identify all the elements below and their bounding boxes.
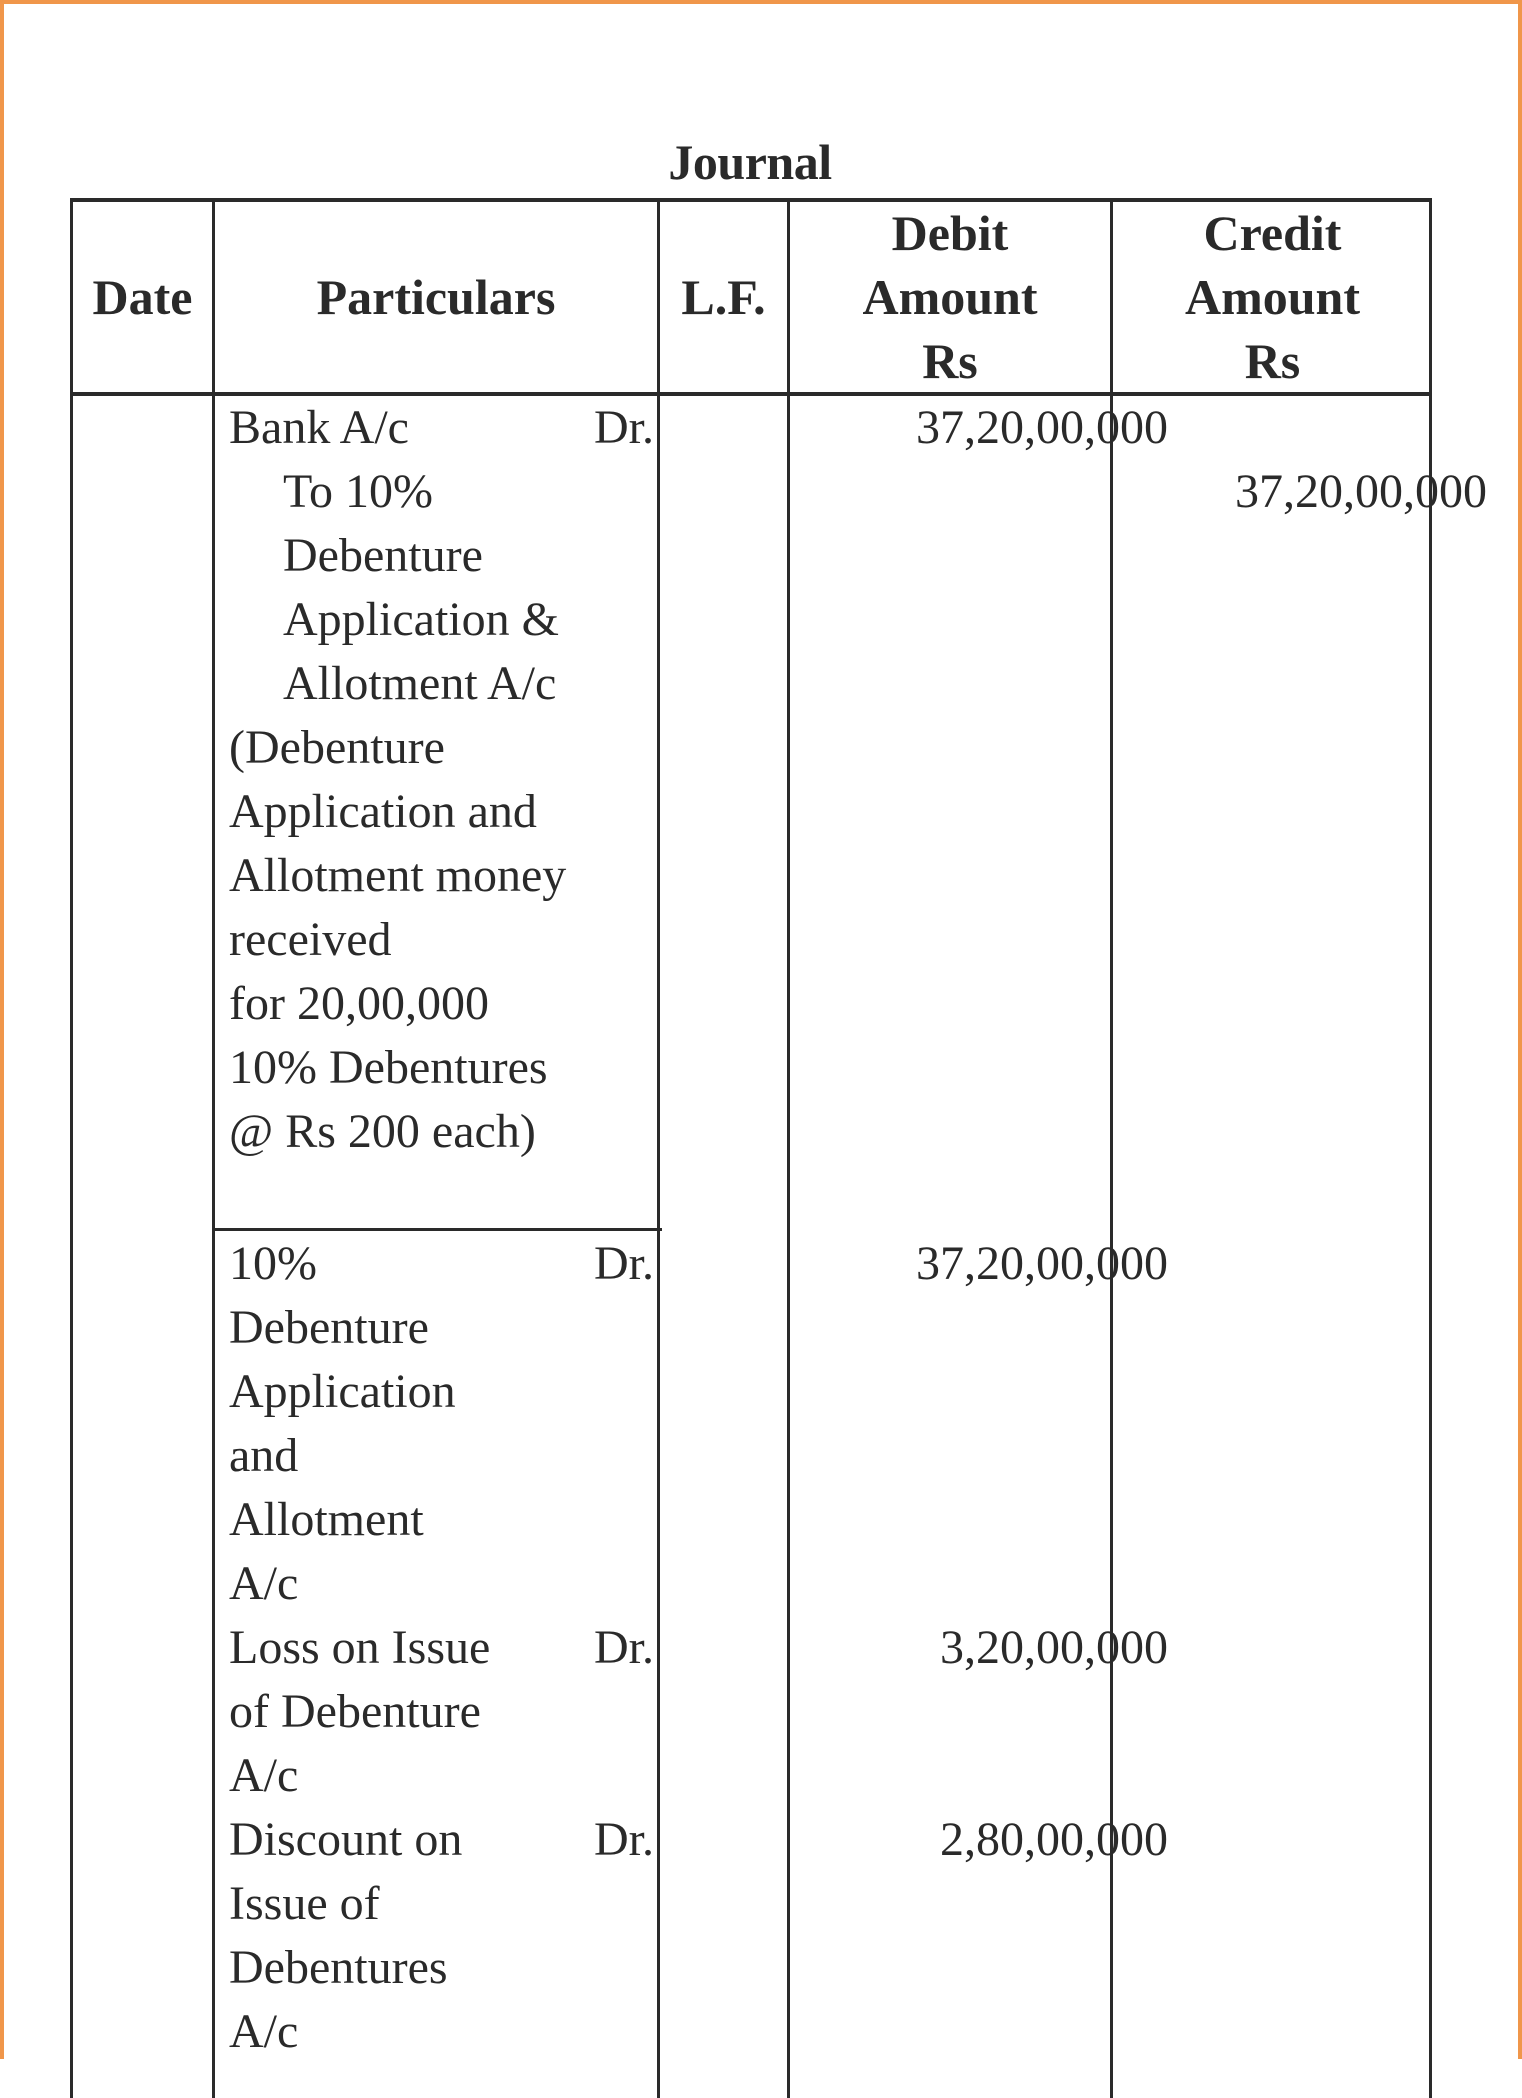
narration-text: (Debenture — [229, 721, 445, 774]
debit-marker: Dr. — [594, 1813, 654, 1866]
narration-line — [229, 1036, 654, 1100]
header-date-label: Date — [92, 269, 193, 325]
narration-line — [229, 716, 654, 780]
journal-entry-1-particulars — [229, 396, 654, 1164]
header-credit-line3: Rs — [1244, 333, 1301, 389]
account-name: Discount on — [229, 1813, 463, 1866]
account-name: Debenture — [229, 1301, 429, 1354]
journal-table — [70, 198, 1487, 2098]
particulars-line — [229, 1296, 654, 1360]
particulars-line — [229, 1552, 654, 1616]
column-divider-particulars — [657, 202, 660, 2098]
debit-marker: Dr. — [594, 1621, 654, 1674]
page-title: Journal — [668, 134, 832, 190]
particulars-line — [229, 1488, 654, 1552]
column-divider-date — [212, 202, 215, 2098]
account-name: Application — [229, 1365, 456, 1418]
particulars-line — [229, 1232, 654, 1296]
account-name: Debentures — [229, 1941, 448, 1994]
narration-line — [229, 1100, 654, 1164]
narration-line — [229, 844, 654, 908]
narration-text: 10% Debentures — [229, 1041, 548, 1094]
account-name: Allotment — [229, 1493, 424, 1546]
particulars-line — [229, 2000, 654, 2064]
account-name: A/c — [229, 1749, 299, 1802]
account-name: A/c — [229, 1557, 299, 1610]
particulars-line — [229, 1744, 654, 1808]
narration-text: for 20,00,000 — [229, 977, 489, 1030]
entry-1-credit-amount: 37,20,00,000 — [1235, 465, 1487, 518]
header-date — [73, 202, 212, 392]
particulars-line — [229, 588, 654, 652]
account-name: Issue of — [229, 1877, 380, 1930]
header-credit — [1113, 202, 1432, 392]
account-name: 10% — [229, 1237, 317, 1290]
particulars-line — [229, 396, 654, 460]
particulars-line — [229, 1808, 654, 1872]
entry-2-debit-amount-2: 3,20,00,000 — [940, 1621, 1168, 1674]
particulars-line — [229, 1936, 654, 2000]
header-debit-line3: Rs — [922, 333, 978, 389]
narration-line — [229, 908, 654, 972]
narration-text: @ Rs 200 each) — [229, 1105, 536, 1158]
account-name: Bank A/c — [229, 401, 409, 454]
particulars-line — [229, 460, 654, 524]
header-debit — [790, 202, 1110, 392]
header-particulars — [215, 202, 657, 392]
particulars-line — [229, 1616, 654, 1680]
particulars-line — [229, 1424, 654, 1488]
particulars-line — [229, 652, 654, 716]
header-credit-line1: Credit — [1203, 205, 1342, 261]
entry-1-debit-amount: 37,20,00,000 — [916, 401, 1168, 454]
particulars-line — [229, 1360, 654, 1424]
debit-marker: Dr. — [594, 1237, 654, 1290]
account-name: Loss on Issue — [229, 1621, 491, 1674]
header-lf — [660, 202, 787, 392]
entry-divider — [215, 1228, 662, 1231]
header-credit-line2: Amount — [1184, 269, 1361, 325]
account-name: Application & — [283, 593, 559, 646]
account-name: and — [229, 1429, 299, 1482]
particulars-line — [229, 1680, 654, 1744]
narration-line — [229, 780, 654, 844]
account-name: To 10% — [283, 465, 433, 518]
header-lf-label: L.F. — [681, 269, 766, 325]
debit-marker: Dr. — [594, 401, 654, 454]
entry-2-debit-amount-1: 37,20,00,000 — [916, 1237, 1168, 1290]
header-particulars-label: Particulars — [316, 269, 556, 325]
header-debit-line2: Amount — [862, 269, 1038, 325]
entry-2-debit-amount-3: 2,80,00,000 — [940, 1813, 1168, 1866]
journal-entry-2-particulars — [229, 1232, 654, 2064]
narration-text: Application and — [229, 785, 537, 838]
particulars-line — [229, 1872, 654, 1936]
particulars-line — [229, 524, 654, 588]
narration-text: received — [229, 913, 392, 966]
account-name: Debenture — [283, 529, 483, 582]
narration-line — [229, 972, 654, 1036]
account-name: Allotment A/c — [283, 657, 557, 710]
header-debit-line1: Debit — [891, 205, 1009, 261]
narration-text: Allotment money — [229, 849, 567, 902]
account-name: A/c — [229, 2005, 299, 2058]
account-name: of Debenture — [229, 1685, 481, 1738]
